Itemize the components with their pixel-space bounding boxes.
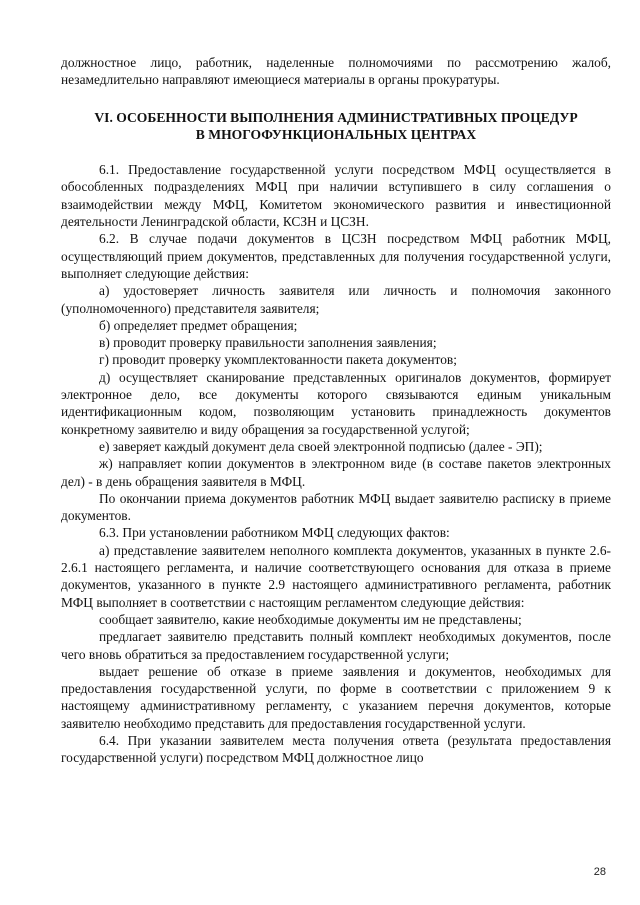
list-item-g: г) проводит проверку укомплектованности пакета документов; (99, 352, 457, 368)
list-item-6-3-a: а) представление заявителем неполного комплекта документов, указанных в пункте 2.6-2.6.1 настоящего регламента, и наличие соответствующего основания для отказа в приеме документов, указанного в пункте 2.9 настоящего административного регламента, работник МФЦ выполняет в соответствии с настоящим регламентом следующие действия: (61, 542, 611, 610)
document-page (61, 54, 611, 767)
page-number: 28 (593, 866, 606, 878)
action-offer: предлагает заявителю представить полный комплект необходимых документов, после чего вновь обратиться за предоставлением государственной услуги; (61, 629, 611, 662)
action-refusal: выдает решение об отказе в приеме заявления и документов, необходимых для предоставления государственной услуги, по форме в соответствии с приложением 9 к настоящему административному регламенту, с указанием перечня документов, которые заявителю необходимо представить для предоставления государственной услуги. (61, 663, 611, 731)
list-item-e: е) заверяет каждый документ дела своей электронной подписью (далее - ЭП); (99, 438, 543, 454)
list-item-a: а) удостоверяет личность заявителя или личность и полномочия законного (уполномоченного) представителя заявителя; (61, 283, 611, 316)
action-inform: сообщает заявителю, какие необходимые документы им не представлены; (99, 611, 522, 627)
list-item-zh: ж) направляет копии документов в электронном виде (в составе пакетов электронных дел) - в день обращения заявителя в МФЦ. (61, 456, 611, 489)
list-item-b: б) определяет предмет обращения; (99, 317, 298, 333)
section-heading-line-2: В МНОГОФУНКЦИОНАЛЬНЫХ ЦЕНТРАХ (195, 126, 477, 142)
paragraph-6-1: 6.1. Предоставление государственной услуги посредством МФЦ осуществляется в обособленных подразделениях МФЦ при наличии вступившего в силу соглашения о взаимодействии между МФЦ, Комитетом экономического развития и инвестиционной деятельности Ленинградской области, КСЗН и ЦСЗН. (61, 162, 611, 230)
section-heading (61, 109, 611, 144)
intro-paragraph: должностное лицо, работник, наделенные полномочиями по рассмотрению жалоб, незамедлительно направляют имеющиеся материалы в органы прокуратуры. (61, 55, 611, 88)
paragraph-6-4: 6.4. При указании заявителем места получения ответа (результата предоставления государственной услуги) посредством МФЦ должностное лицо (61, 732, 611, 766)
paragraph-6-3: 6.3. При установлении работником МФЦ следующих фактов: (99, 525, 450, 541)
list-item-v: в) проводит проверку правильности заполнения заявления; (99, 335, 437, 351)
section-heading-line-1: VI. ОСОБЕННОСТИ ВЫПОЛНЕНИЯ АДМИНИСТРАТИВНЫХ ПРОЦЕДУР (94, 109, 578, 125)
paragraph-6-2: 6.2. В случае подачи документов в ЦСЗН посредством МФЦ работник МФЦ, осуществляющий прием документов, представленных для получения государственной услуги, выполняет следующие действия: (61, 231, 611, 281)
receipt-paragraph: По окончании приема документов работник МФЦ выдает заявителю расписку в приеме документов. (61, 490, 611, 524)
list-item-d: д) осуществляет сканирование представленных оригиналов документов, формирует электронное дело, все документы которого связываются единым уникальным идентификационным кодом, позволяющим установить принадлежность документов конкретному заявителю и виду обращения за государственной услугой; (61, 369, 611, 437)
